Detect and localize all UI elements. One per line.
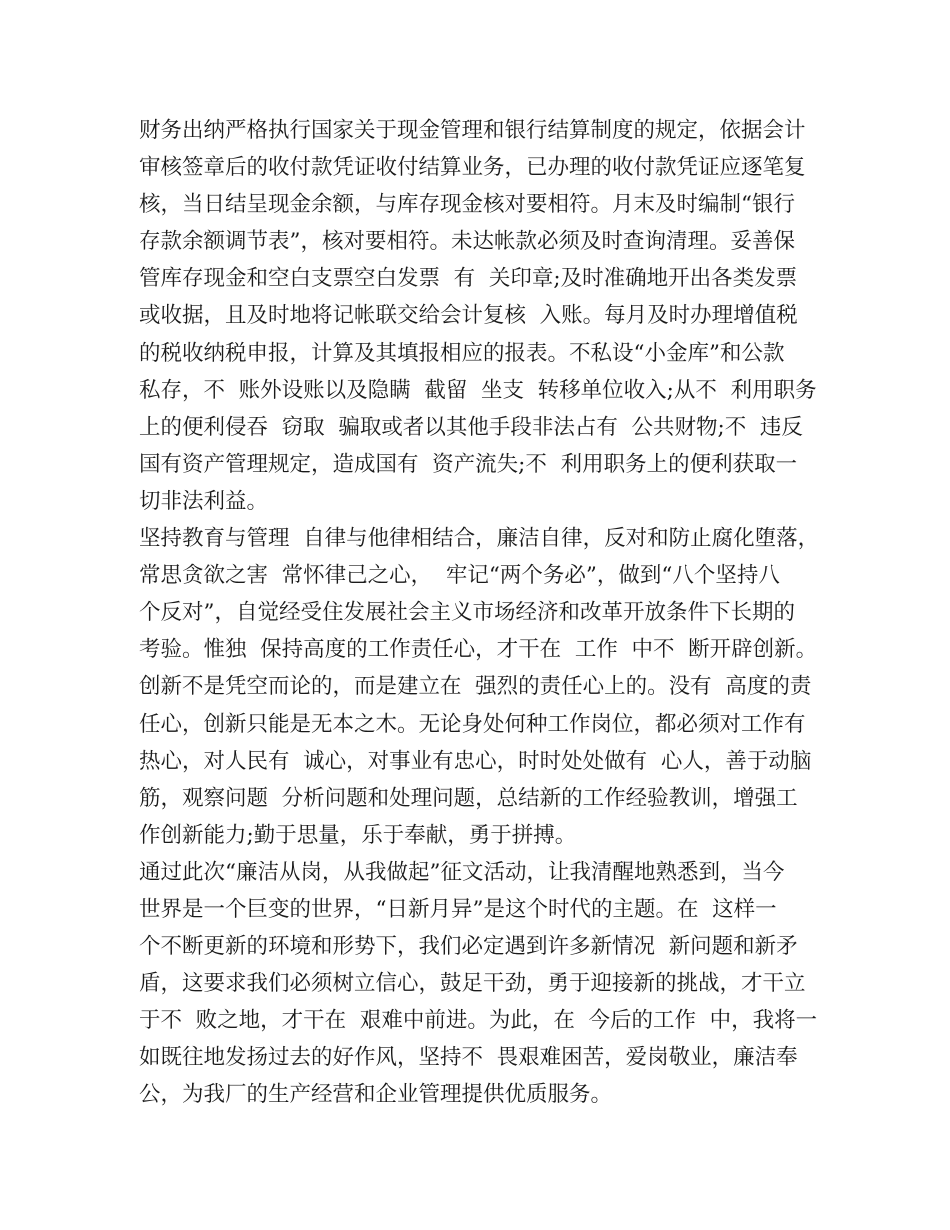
text-line: 上的便利侵吞 窃取 骗取或者以其他手段非法占有 公共财物;不 违反	[139, 414, 803, 440]
text-line: 筋，观察问题 分析问题和处理问题，总结新的工作经验教训，增强工	[139, 785, 798, 811]
document-body	[139, 112, 829, 1114]
text-line: 审核签章后的收付款凭证收付结算业务，已办理的收付款凭证应逐笔复	[139, 155, 806, 181]
text-line: 财务出纳严格执行国家关于现金管理和银行结算制度的规定，依据会计	[139, 118, 806, 143]
text-line: 的税收纳税申报，计算及其填报相应的报表。不私设“小金库”和公款	[139, 340, 785, 366]
text-line: 考验。惟独 保持高度的工作责任心，才干在 工作 中不 断开辟创新。	[139, 637, 818, 663]
text-line: 切非法利益。	[139, 488, 269, 514]
text-line: 或收据，且及时地将记帐联交给会计复核 入账。每月及时办理增值税	[139, 303, 798, 329]
text-line: 私存，不 账外设账以及隐瞒 截留 坐支 转移单位收入;从不 利用职务	[139, 377, 817, 403]
text-line: 存款余额调节表”，核对要相符。未达帐款必须及时查询清理。妥善保	[139, 229, 795, 255]
text-line: 个不断更新的环境和形势下，我们必定遇到许多新情况 新问题和新矛	[139, 934, 798, 960]
text-line: 创新不是凭空而论的，而是建立在 强烈的责任心上的。没有 高度的责	[139, 674, 812, 700]
text-line: 公，为我厂的生产经营和企业管理提供优质服务。	[139, 1082, 613, 1108]
text-line: 如既往地发扬过去的好作风，坚持不 畏艰难困苦，爱岗敬业，廉洁奉	[139, 1045, 798, 1071]
text-line: 作创新能力;勤于思量，乐于奉献，勇于拼搏。	[139, 822, 577, 848]
text-line: 于不 败之地，才干在 艰难中前进。为此，在 今后的工作 中，我将一	[139, 1008, 818, 1034]
text-line: 盾，这要求我们必须树立信心，鼓足干劲，勇于迎接新的挑战，才干立	[139, 971, 806, 997]
text-line: 坚持教育与管理 自律与他律相结合，廉洁自律，反对和防止腐化堕落，	[139, 526, 820, 552]
text-line: 常思贪欲之害 常怀律己之心， 牢记“两个务必”，做到“八个坚持八	[139, 563, 780, 589]
text-line: 世界是一个巨变的世界，“日新月异”是这个时代的主题。在 这样一	[139, 896, 777, 922]
text-line: 任心，创新只能是无本之木。无论身处何种工作岗位，都必须对工作有	[139, 711, 806, 737]
text-line: 国有资产管理规定，造成国有 资产流失;不 利用职务上的便利获取一	[139, 451, 798, 477]
text-line: 热心，对人民有 诚心，对事业有忠心，时时处处做有 心人，善于动脑	[139, 748, 812, 774]
text-line: 个反对”，自觉经受住发展社会主义市场经济和改革开放条件下长期的	[139, 600, 795, 626]
text-line: 核，当日结呈现金余额，与库存现金核对要相符。月末及时编制“银行	[139, 192, 795, 218]
text-line: 通过此次“廉洁从岗，从我做起”征文活动，让我清醒地熟悉到，当今	[139, 859, 785, 885]
text-line: 管库存现金和空白支票空白发票 有 关印章;及时准确地开出各类发票	[139, 266, 798, 292]
